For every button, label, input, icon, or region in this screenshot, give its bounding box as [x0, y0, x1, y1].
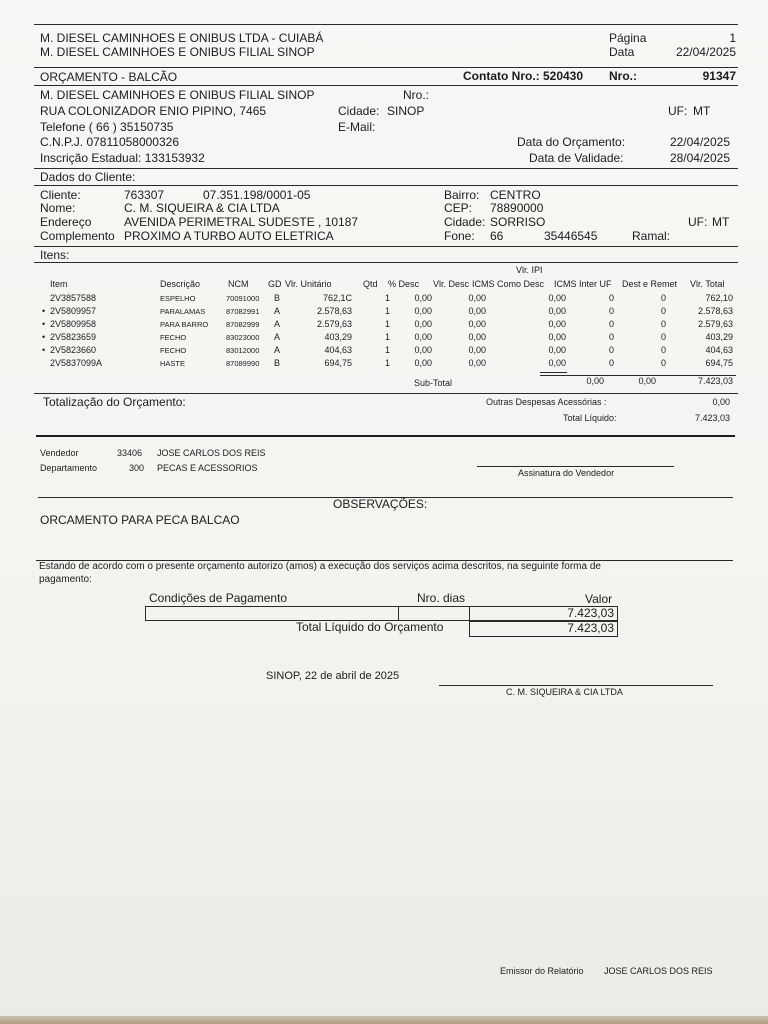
col-icms-inter-header: ICMS Inter UF	[554, 279, 612, 289]
contact-number: Contato Nro.: 520430	[463, 69, 584, 83]
item-total: 2.579,63	[697, 319, 733, 329]
item-qty: 1	[385, 358, 391, 368]
item-dest-remet: 0	[660, 306, 666, 316]
table-row	[0, 294, 768, 307]
items-section-title: Itens:	[40, 248, 70, 262]
item-disc-value: 0,00	[468, 345, 486, 355]
subtotal-label: Sub-Total	[414, 378, 453, 388]
payment-conditions-header: Condições de Pagamento	[149, 591, 288, 605]
client-extension-label: Ramal:	[632, 229, 671, 243]
table-row	[0, 320, 768, 333]
item-disc-value: 0,00	[468, 358, 486, 368]
validity-label: Data de Validade:	[529, 151, 624, 165]
item-qty: 1	[385, 319, 391, 329]
totals-section-title: Totalização do Orçamento:	[43, 395, 186, 409]
title-bar-bottom-line	[34, 85, 738, 86]
row-mark: •	[42, 306, 46, 316]
seller-name: JOSE CARLOS DOS REIS	[157, 448, 266, 458]
client-document: 07.351.198/0001-05	[203, 188, 311, 202]
payment-days-header: Nro. dias	[417, 591, 466, 605]
item-gd: A	[274, 319, 281, 329]
item-description: FECHO	[160, 333, 187, 342]
item-qty: 1	[385, 306, 391, 316]
item-ncm: 83023000	[226, 333, 260, 342]
issuer-uf-label: UF:	[668, 104, 688, 118]
item-unit-price: 2.578,63	[316, 306, 352, 316]
col-disc-pct-header: % Desc	[388, 279, 420, 289]
client-phone-ddd: 66	[490, 229, 504, 243]
quote-number: 91347	[702, 69, 736, 83]
client-city: SORRISO	[490, 215, 546, 229]
net-total-label: Total Líquido:	[563, 413, 617, 423]
other-expenses-value: 0,00	[712, 397, 730, 407]
item-code: 2V5809957	[50, 306, 97, 316]
district-label: Bairro:	[444, 188, 480, 202]
item-disc-pct: 0,00	[414, 345, 432, 355]
client-address-label: Endereço	[40, 215, 92, 229]
item-unit-price: 2.579,63	[316, 319, 352, 329]
item-unit-price: 404,63	[324, 345, 352, 355]
item-icms-comp: 0,00	[548, 332, 566, 342]
col-total-header: Vlr. Total	[690, 279, 725, 289]
issuer-address: RUA COLONIZADOR ENIO PIPINO, 7465	[40, 104, 267, 118]
client-city-label: Cidade:	[444, 215, 486, 229]
item-code: 2V5809958	[50, 319, 97, 329]
item-description: HASTE	[160, 359, 186, 368]
item-dest-remet: 0	[660, 332, 666, 342]
item-gd: A	[274, 332, 281, 342]
client-label: Cliente:	[40, 188, 81, 202]
table-row	[0, 346, 768, 359]
item-total: 403,29	[705, 332, 733, 342]
payment-divider-1	[398, 606, 399, 620]
issuer-state-registration: Inscrição Estadual: 133153932	[40, 151, 205, 165]
agreement-text-line-2: pagamento:	[39, 574, 92, 585]
quote-date: 22/04/2025	[669, 135, 730, 149]
client-complement-label: Complemento	[40, 229, 115, 243]
table-row	[0, 359, 768, 372]
item-icms-inter: 0	[608, 293, 614, 303]
payment-total-value: 7.423,03	[567, 621, 614, 635]
item-unit-price: 762,1C	[322, 293, 352, 303]
client-phone-number: 35446545	[544, 229, 598, 243]
item-dest-remet: 0	[660, 293, 666, 303]
col-ncm-header: NCM	[228, 279, 249, 289]
payment-value-header: Valor	[585, 592, 613, 606]
validity-date: 28/04/2025	[669, 151, 730, 165]
table-surface-edge	[0, 1016, 768, 1024]
payment-value: 7.423,03	[567, 606, 614, 620]
client-signature-name: C. M. SIQUEIRA & CIA LTDA	[506, 687, 623, 697]
ipi-header: Vlr. IPI	[516, 265, 543, 275]
item-icms-comp: 0,00	[548, 358, 566, 368]
item-icms-inter: 0	[608, 345, 614, 355]
item-total: 2.578,63	[697, 306, 733, 316]
seller-label: Vendedor	[40, 448, 79, 458]
client-section-title: Dados do Cliente:	[40, 170, 136, 184]
item-qty: 1	[385, 345, 391, 355]
item-ncm: 87082991	[226, 307, 260, 316]
item-disc-pct: 0,00	[414, 358, 432, 368]
issuer-city-label: Cidade:	[338, 104, 380, 118]
item-gd: A	[274, 306, 281, 316]
net-total-value: 7.423,03	[694, 413, 730, 423]
payment-divider-2	[469, 606, 470, 620]
item-total: 762,10	[705, 293, 733, 303]
issuer-email-label: E-Mail:	[338, 120, 376, 134]
item-description: ESPELHO	[160, 294, 196, 303]
subtotal-total: 7.423,03	[697, 376, 733, 386]
issuer-nro-label: Nro.:	[403, 88, 430, 102]
col-dest-remet-header: Dest e Remet	[622, 279, 678, 289]
item-disc-pct: 0,00	[414, 332, 432, 342]
item-qty: 1	[385, 293, 391, 303]
subtotal-tick-line	[540, 372, 567, 373]
item-dest-remet: 0	[660, 358, 666, 368]
item-dest-remet: 0	[660, 319, 666, 329]
col-gd-header: GD	[268, 279, 282, 289]
subtotal-inter: 0,00	[638, 376, 656, 386]
col-disc-value-header: Vlr. Desc	[433, 279, 470, 289]
items-top-line	[34, 246, 738, 247]
page-label: Página	[609, 31, 647, 45]
seller-signature-line	[477, 466, 674, 467]
title-bar-top-line	[34, 67, 738, 68]
header-date: 22/04/2025	[675, 45, 736, 59]
client-title-line	[34, 185, 738, 186]
observations-text: ORCAMENTO PARA PECA BALCAO	[40, 513, 240, 527]
issuer-name: M. DIESEL CAMINHOES E ONIBUS FILIAL SINOP	[40, 88, 315, 102]
date-label: Data	[609, 45, 635, 59]
items-title-line	[34, 262, 738, 263]
item-icms-comp: 0,00	[548, 319, 566, 329]
client-name: C. M. SIQUEIRA & CIA LTDA	[124, 201, 280, 215]
item-code: 2V3857588	[50, 293, 97, 303]
issuer-uf: MT	[693, 104, 711, 118]
item-code: 2V5823660	[50, 345, 97, 355]
item-disc-value: 0,00	[468, 306, 486, 316]
client-top-line	[34, 168, 738, 169]
item-disc-value: 0,00	[468, 332, 486, 342]
item-description: FECHO	[160, 346, 187, 355]
item-code: 2V5823659	[50, 332, 97, 342]
issuer-cnpj: C.N.P.J. 07811058000326	[40, 135, 180, 149]
company-line-2: M. DIESEL CAMINHOES E ONIBUS FILIAL SINOP	[40, 45, 315, 59]
issuer-phone: Telefone ( 66 ) 35150735	[40, 120, 174, 134]
client-cep: 78890000	[490, 201, 544, 215]
company-line-1: M. DIESEL CAMINHOES E ONIBUS LTDA - CUIABÁ	[40, 31, 324, 45]
item-total: 404,63	[705, 345, 733, 355]
client-code: 763307	[124, 188, 165, 202]
item-unit-price: 403,29	[324, 332, 352, 342]
item-icms-comp: 0,00	[548, 345, 566, 355]
seller-signature-label: Assinatura do Vendedor	[518, 468, 615, 478]
item-ncm: 87089990	[226, 359, 260, 368]
table-row	[0, 333, 768, 346]
item-description: PARA BARRO	[160, 320, 209, 329]
department-code: 300	[129, 463, 145, 473]
report-issuer-name: JOSE CARLOS DOS REIS	[604, 966, 713, 976]
item-total: 694,75	[705, 358, 733, 368]
department-name: PECAS E ACESSORIOS	[157, 463, 258, 473]
quote-date-label: Data do Orçamento:	[517, 135, 626, 149]
item-qty: 1	[385, 332, 391, 342]
item-icms-inter: 0	[608, 319, 614, 329]
item-icms-inter: 0	[608, 306, 614, 316]
item-disc-pct: 0,00	[414, 319, 432, 329]
row-mark: •	[42, 319, 46, 329]
client-uf-label: UF:	[688, 215, 708, 229]
item-disc-pct: 0,00	[414, 306, 432, 316]
item-disc-value: 0,00	[468, 293, 486, 303]
totals-bottom-rule	[36, 435, 735, 437]
item-icms-comp: 0,00	[548, 293, 566, 303]
client-complement: PROXIMO A TURBO AUTO ELETRICA	[124, 229, 334, 243]
item-ncm: 83012000	[226, 346, 260, 355]
seller-code: 33406	[117, 448, 143, 458]
item-ncm: 87082999	[226, 320, 260, 329]
item-icms-comp: 0,00	[548, 306, 566, 316]
item-dest-remet: 0	[660, 345, 666, 355]
col-icms-comp-header: ICMS Como Desc	[472, 279, 545, 289]
item-disc-value: 0,00	[468, 319, 486, 329]
item-gd: B	[274, 293, 281, 303]
col-description-header: Descrição	[160, 279, 201, 289]
top-border	[34, 24, 738, 25]
department-label: Departamento	[40, 463, 98, 473]
client-phone-label: Fone:	[444, 229, 475, 243]
client-address: AVENIDA PERIMETRAL SUDESTE , 10187	[124, 215, 359, 229]
client-district: CENTRO	[490, 188, 541, 202]
subtotal-ipi: 0,00	[586, 376, 604, 386]
col-qty-header: Qtd	[363, 279, 378, 289]
other-expenses-label: Outras Despesas Acessórias :	[486, 397, 607, 407]
item-ncm: 70091000	[226, 294, 260, 303]
page-number: 1	[729, 31, 736, 45]
row-mark: •	[42, 332, 46, 342]
item-unit-price: 694,75	[324, 358, 352, 368]
issuer-city: SINOP	[387, 104, 425, 118]
col-unit-header: Vlr. Unitário	[285, 279, 332, 289]
col-item-header: Item	[50, 279, 68, 289]
item-icms-inter: 0	[608, 332, 614, 342]
observations-title: OBSERVAÇÕES:	[333, 497, 428, 511]
item-gd: A	[274, 345, 281, 355]
item-gd: B	[274, 358, 281, 368]
payment-total-label: Total Líquido do Orçamento	[296, 620, 444, 634]
client-signature-line	[439, 685, 713, 686]
report-issuer-label: Emissor do Relatório	[500, 966, 584, 976]
totals-top-line	[34, 393, 738, 394]
item-disc-pct: 0,00	[414, 293, 432, 303]
agreement-text-line-1: Estando de acordo com o presente orçamento autorizo (amos) a execução dos serviços acima descritos, na seguinte forma de	[39, 561, 601, 572]
document-title: ORÇAMENTO - BALCÃO	[40, 70, 178, 84]
client-name-label: Nome:	[40, 201, 76, 215]
row-mark: •	[42, 345, 46, 355]
item-icms-inter: 0	[608, 358, 614, 368]
client-uf: MT	[712, 215, 730, 229]
item-description: PARALAMAS	[160, 307, 206, 316]
place-and-date: SINOP, 22 de abril de 2025	[266, 670, 400, 682]
item-code: 2V5837099A	[50, 358, 103, 368]
table-row	[0, 307, 768, 320]
cep-label: CEP:	[444, 201, 473, 215]
quote-number-label: Nro.:	[609, 69, 637, 83]
